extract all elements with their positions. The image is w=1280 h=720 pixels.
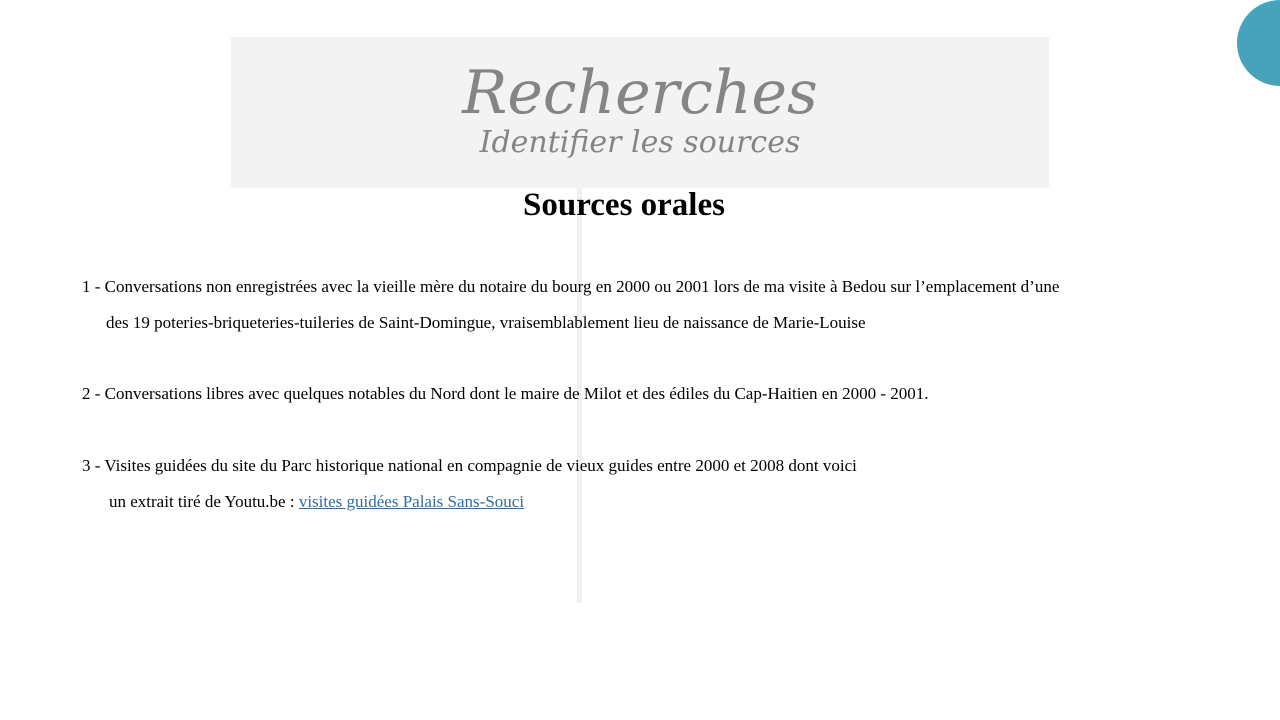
accent-circle-decoration — [1237, 0, 1280, 86]
youtube-link[interactable]: visites guidées Palais Sans-Souci — [298, 492, 525, 511]
source-item-3-prefix: un extrait tiré de Youtu.be : — [109, 492, 299, 511]
source-item-3-line-1: 3 - Visites guidées du site du Parc historique national en compagnie de vieux guides entre 2000 et 2008 dont voici — [82, 456, 857, 475]
slide-subtitle: Identifier les sources — [479, 125, 801, 160]
source-item-1-line-1: 1 - Conversations non enregistrées avec la vieille mère du notaire du bourg en 2000 ou 2001 lors de ma visite à Bedou sur l’emplacement d’une — [82, 277, 1060, 296]
source-item-3-line-2 — [109, 491, 524, 513]
source-item-2-line-1: 2 - Conversations libres avec quelques notables du Nord dont le maire de Milot et des édiles du Cap-Haitien en 2000 - 2001. — [82, 384, 929, 403]
slide-title: Recherches — [462, 58, 818, 128]
title-banner — [231, 37, 1049, 188]
source-item-1-line-2: des 19 poteries-briqueteries-tuileries de Saint-Domingue, vraisemblablement lieu de naissance de Marie-Louise — [106, 313, 866, 332]
section-heading: Sources orales — [523, 187, 725, 223]
